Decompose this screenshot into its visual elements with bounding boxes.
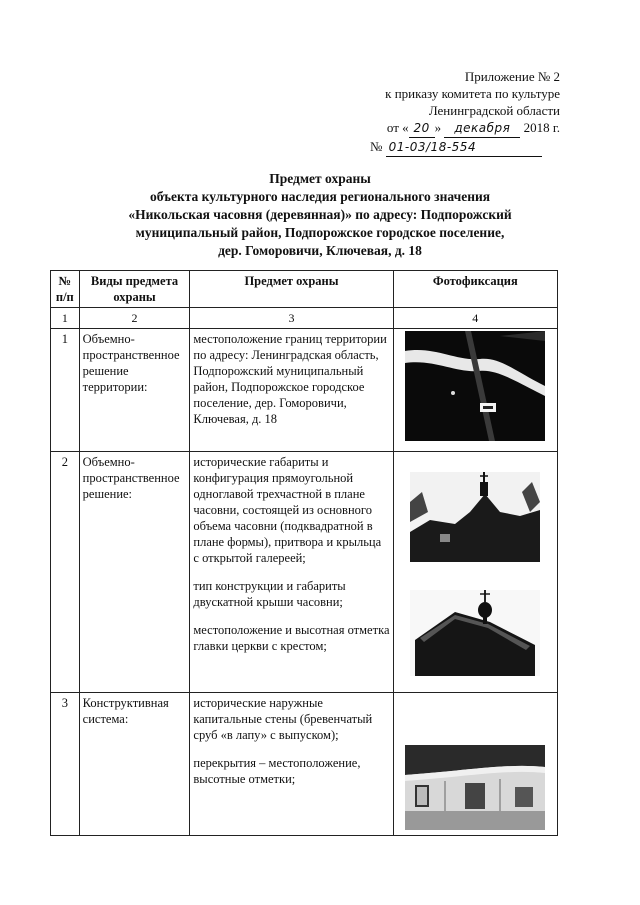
subject-item: тип конструкции и габариты двускатной крыши часовни;	[193, 579, 346, 609]
protection-subject-table	[50, 270, 558, 836]
index-cell: 4	[393, 308, 557, 329]
chapel-exterior-photo-icon	[410, 472, 540, 562]
document-title	[40, 170, 600, 260]
subject-item: исторические габариты и конфигурация прямоугольной одноглавой трехчастной в плане часовни, состоящей из основного объема часовни (подквадратной в плане формы), притвора и крыльца с открытой галереей;	[193, 455, 382, 565]
row-num: 3	[51, 693, 80, 836]
header-subject: Предмет охраны	[190, 271, 393, 308]
row-subject	[190, 452, 393, 693]
index-cell: 3	[190, 308, 393, 329]
table-row	[51, 329, 558, 452]
appendix-header	[370, 68, 560, 157]
row-subject	[190, 329, 393, 452]
date-year: 2018 г.	[523, 120, 560, 135]
number-value: 01-03/18-554	[386, 139, 542, 157]
subject-item: местоположение границ территории по адресу: Ленинградская область, Подпорожский муниципальный район, Подпорожское городское поселение, дер. Гоморовичи, Ключевая, д. 18	[193, 332, 387, 426]
subject-item: местоположение и высотная отметка главки церкви с крестом;	[193, 623, 390, 653]
appendix-region-line: Ленинградской области	[428, 103, 560, 118]
order-number	[370, 138, 560, 157]
date-mid: »	[434, 120, 442, 135]
subject-item: перекрытия – местоположение, высотные отметки;	[193, 756, 361, 786]
table-index-row	[51, 308, 558, 329]
row-subject	[190, 693, 393, 836]
title-line-1: Предмет охраны	[269, 171, 371, 186]
row-photo-cell	[393, 693, 557, 836]
row-photo-cell	[393, 452, 557, 693]
aerial-map-photo-icon	[405, 331, 545, 441]
table-row	[51, 452, 558, 693]
appendix-order-line: к приказу комитета по культуре	[385, 86, 560, 101]
chapel-interior-photo-icon	[405, 745, 545, 830]
row-num: 1	[51, 329, 80, 452]
appendix-label: Приложение № 2	[464, 69, 560, 84]
title-line-4: муниципальный район, Подпорожское городское поселение,	[135, 225, 505, 240]
header-num: № п/п	[51, 271, 80, 308]
header-photo: Фотофиксация	[393, 271, 557, 308]
index-cell: 1	[51, 308, 80, 329]
row-kind: Объемно-пространственное решение:	[79, 452, 190, 693]
title-line-2: объекта культурного наследия регионального значения	[149, 189, 491, 204]
row-kind: Объемно-пространственное решение территории:	[79, 329, 190, 452]
title-line-5: дер. Гоморовичи, Ключевая, д. 18	[218, 243, 422, 258]
date-day: 20	[409, 120, 435, 138]
chapel-dome-photo-icon	[410, 590, 540, 676]
date-prefix: от «	[386, 120, 409, 135]
header-kind: Виды предмета охраны	[79, 271, 190, 308]
row-num: 2	[51, 452, 80, 693]
date-month: декабря	[444, 120, 520, 138]
table-row	[51, 693, 558, 836]
row-kind: Конструктивная система:	[79, 693, 190, 836]
order-date	[370, 119, 560, 138]
index-cell: 2	[79, 308, 190, 329]
row-photo-cell	[393, 329, 557, 452]
title-line-3: «Никольская часовня (деревянная)» по адресу: Подпорожский	[128, 207, 512, 222]
table-header-row	[51, 271, 558, 308]
subject-item: исторические наружные капитальные стены (бревенчатый сруб «в лапу» с выпуском);	[193, 696, 373, 742]
number-prefix: №	[370, 139, 383, 154]
